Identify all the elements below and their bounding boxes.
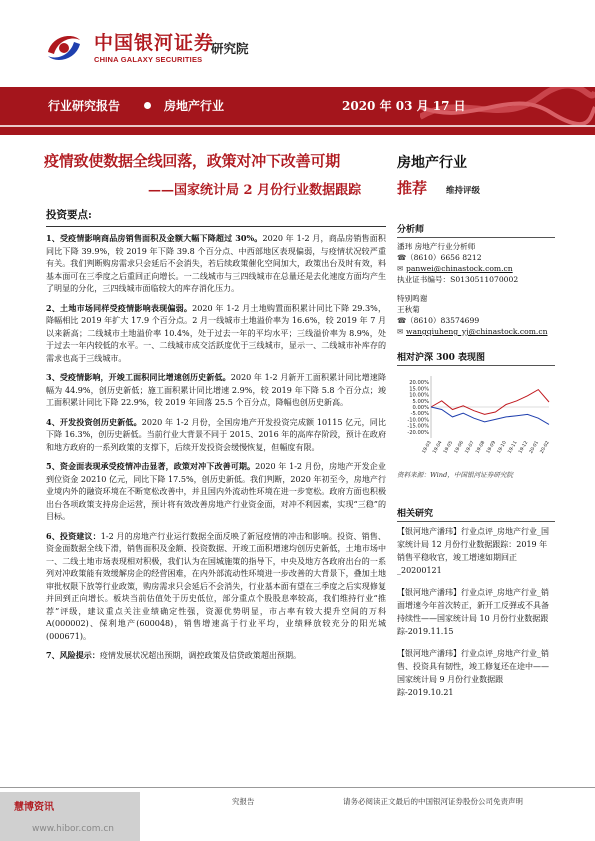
institute-label: 研究院 — [211, 41, 249, 56]
x-tick-label: 19-12 — [518, 440, 530, 455]
contact-phone-row — [397, 315, 555, 326]
y-tick-label: -20.00% — [407, 429, 429, 436]
report-date: 2020 年 03 月 17 日 — [342, 99, 466, 113]
chart-rule — [397, 365, 555, 366]
phone-icon: ☎ — [397, 316, 407, 325]
point-text: 2020 年 1-2 月份，房地产开发企业到位资金 20210 亿元，同比下降 17.5%，创历史新低。我们判断，2020 年初至今，房地产行业境内外的融资环境在不断宽松改善中，并且国内外流动性环境在进一步宽松。政府方面也积极出台各项政策支持房企运营，预计将有效改善房地产行业资金面，对冲不利因素，实现“三稳”的目标。 — [46, 462, 386, 521]
y-tick-label: 15.00% — [409, 386, 429, 393]
analyst-heading: 分析师 — [397, 225, 425, 235]
x-tick-label: 19-05 — [443, 440, 455, 455]
y-tick-label: 5.00% — [412, 398, 429, 405]
rating-value: 推荐 — [397, 179, 428, 197]
footer-label: 究报告 — [232, 797, 255, 806]
chart-source: 资料来源：Wind，中国银河证券研究院 — [397, 471, 514, 479]
phone-icon: ☎ — [397, 253, 407, 262]
point-lead: 1、受疫情影响商品房销售面积及金额大幅下降超过 30%。 — [46, 233, 263, 243]
point-5 — [46, 460, 386, 524]
galaxy-logo-icon — [42, 26, 86, 70]
email-icon: ✉ — [397, 264, 404, 273]
banner-bullet — [144, 102, 151, 109]
analyst-name: 潘玮 房地产行业分析师 — [397, 242, 476, 251]
chart-title: 相对沪深 300 表现图 — [397, 353, 486, 363]
point-lead: 2、土地市场同样受疫情影响表现偏弱。 — [46, 302, 193, 313]
point-lead: 5、资金面表现承受疫情冲击显著，政策对冲下改善可期。 — [46, 461, 256, 471]
point-lead: 4、开发投资创历史新低。 — [46, 416, 142, 427]
footer-disclaimer: 请务必阅读正文最后的中国银河证券股份公司免责声明 — [343, 797, 523, 806]
brand-name-en: CHINA GALAXY SECURITIES — [94, 55, 203, 64]
rating-industry: 房地产行业 — [397, 155, 467, 171]
related-rule — [397, 521, 555, 522]
investment-summary — [46, 207, 386, 669]
x-tick-label: 19-11 — [507, 440, 519, 455]
series-line — [431, 390, 549, 415]
y-tick-label: -5.00% — [410, 411, 429, 418]
report-banner — [0, 87, 595, 135]
point-2 — [46, 302, 386, 366]
x-tick-label: 20-01 — [528, 440, 541, 455]
related-item[interactable]: 【银河地产潘玮】行业点评_房地产行业_国家统计局 12 月份行业数据跟踪：2019 年销售平稳收官，竣工增速如期回正_20200121 — [397, 527, 549, 575]
report-category: 房地产行业 — [164, 99, 225, 113]
point-3 — [46, 371, 386, 410]
point-text: 疫情发展状况超出预期，调控政策及信贷政策超出预期。 — [99, 651, 302, 660]
heading-rule — [46, 226, 386, 227]
contact-phone: （8610）83574699 — [406, 316, 480, 325]
brand-name-cn: 中国银河证券 — [94, 32, 215, 54]
x-tick-label: 19-03 — [421, 440, 433, 455]
analyst-license: 执业证书编号：S0130511070002 — [397, 275, 519, 284]
point-text: 2020 年 1-2 月，商品房销售面积同比下降 39.9%，较 2019 年下降 39.8 个百分点、中西部地区表现偏弱，与疫情状况较严重有关。我们判断购房需求只会延后不会消失，若后续政策催化空间加大，政策出台及时有效，料基本面可在三季度之后重回正向增长。一二线城市与三四线城市在总量还是去化速度方面均产生了明显的分化，三四线城市面临较大的库存消化压力。 — [46, 234, 386, 293]
related-heading: 相关研究 — [397, 509, 434, 519]
point-7 — [46, 649, 386, 663]
contact-email-row — [397, 326, 555, 337]
contact-email-link[interactable]: wangqiuheng_yj@chinastock.com.cn — [406, 327, 548, 336]
contact-name: 王秋菊 — [397, 305, 420, 314]
y-tick-label: 10.00% — [409, 392, 429, 399]
x-tick-label: 19-06 — [453, 440, 465, 455]
point-lead: 3、受疫情影响，开竣工面积同比增速创历史新低。 — [46, 372, 231, 382]
series-line — [431, 407, 549, 424]
point-lead: 6、投资建议： — [46, 530, 101, 541]
banner-underline — [0, 125, 595, 127]
related-item[interactable]: 【银河地产潘玮】行业点评_房地产行业_销售、投资具有韧性，竣工修复还在途中——国家统计局 9 月份行业数据跟踪-2019.10.21 — [397, 649, 549, 697]
report-subtitle: ——国家统计局 2 月份行业数据跟踪 — [148, 183, 362, 198]
analyst-phone-row — [397, 252, 555, 263]
rating-maintain: 维持评级 — [446, 186, 481, 196]
x-tick-label: 19-08 — [475, 440, 487, 455]
email-icon: ✉ — [397, 327, 404, 336]
point-text: 1-2 月的房地产行业运行数据全面反映了新冠疫情的冲击和影响。投资、销售、资金面数据全线下滑，销售面积及金额、投资数据、开竣工面积增速均创历史新低，土地市场中一、二线土地市场表现相对积极，我们认为在国城施策的指导下，中央及地方各政府出台的一系列对冲政策能有效缓解房企的经营困难，在内外部流动性环境进一步改善的大背景下，叠加土地审批权限下放等行业政策，购房需求只会延后不会消失，行业基本面有望在三季度之后实现修复并回到正向增长。板块当前估值处于历史低位，部分重点个股股息率较高，我们维持行业“推荐”评级，建议重点关注业绩确定性强，资源优势明显，市占率有较大提升空间的万科 A(000002)、保利地产(600048)，销售增速高于行业平均，业绩释放较充分的阳光城 (000671)。 — [46, 531, 386, 641]
watermark-url: www.hibor.com.cn — [32, 824, 115, 834]
y-tick-label: 0.00% — [412, 405, 429, 411]
point-lead: 7、风险提示： — [46, 650, 100, 660]
point-text: 2020 年 1-2 月份，全国房地产开发投资完成额 10115 亿元，同比下降 16.3%，创历史新低。当前行业大背景不同于 2015、2016 年的高库存阶段，预计在政府和地方政府的一系列政策的支撑下，后续开发投资会缓慢恢复，但幅度有限。 — [46, 417, 386, 452]
sidebar — [397, 222, 555, 708]
related-item[interactable]: 【银河地产潘玮】行业点评_房地产行业_销面增速今年首次转正，新开工反弹或不具备持续性——国家统计局 10 月份行业数据跟踪-2019.11.15 — [397, 588, 549, 636]
point-text: 2020 年 1-2 月土地购置面积累计同比下降 29.3%，降幅相比 2019 年扩大 17.9 个百分点。2 月一线城市土地溢价率为 16.6%，较 2019 年 7 月以来新高；二线城市土地溢价率 10.4%，处于过去一年的平均水平；三线溢价率为 8.9%，处于过去一年内较低的水平。一、二线城市成交活跃度优于三线城市，显示一、二线城市补库存的需求也高于三线城市。 — [46, 303, 386, 363]
y-tick-label: 20.00% — [409, 380, 429, 387]
investment-heading: 投资要点: — [46, 209, 92, 221]
y-tick-label: -15.00% — [407, 423, 429, 430]
relative-performance-chart — [397, 372, 555, 462]
footer-rule — [0, 787, 595, 788]
x-tick-label: 19-07 — [464, 440, 476, 455]
analyst-email-row — [397, 263, 555, 274]
point-text: 2020 年 1-2 月新开工面积累计同比增速降幅为 44.9%，创历史新低；施工面积累计同比增速 2.9%，较 2019 年下降 5.8 个百分点；竣工面积累计同比下降 22.9%，较 2019 年回落 25.5 个百分点，降幅也创历史新高。 — [46, 373, 386, 407]
analyst-phone: （8610）6656 8212 — [406, 253, 482, 262]
watermark-brand: 慧博资讯 — [14, 802, 54, 813]
x-tick-label: 19-09 — [486, 440, 498, 455]
point-6 — [46, 530, 386, 644]
y-tick-label: -10.00% — [407, 417, 429, 424]
point-4 — [46, 416, 386, 455]
x-tick-label: 19-04 — [432, 440, 444, 455]
point-1 — [46, 232, 386, 296]
x-tick-label: 20-02 — [539, 440, 551, 455]
report-type: 行业研究报告 — [48, 99, 121, 113]
contact-heading: 特别鸣谢 — [397, 294, 428, 303]
x-tick-label: 19-10 — [496, 440, 508, 455]
report-title: 疫情致使数据全线回落，政策对冲下改善可期 — [44, 152, 341, 170]
sidebar-rule — [397, 237, 555, 238]
analyst-email-link[interactable]: panwei@chinastock.com.cn — [406, 264, 513, 273]
